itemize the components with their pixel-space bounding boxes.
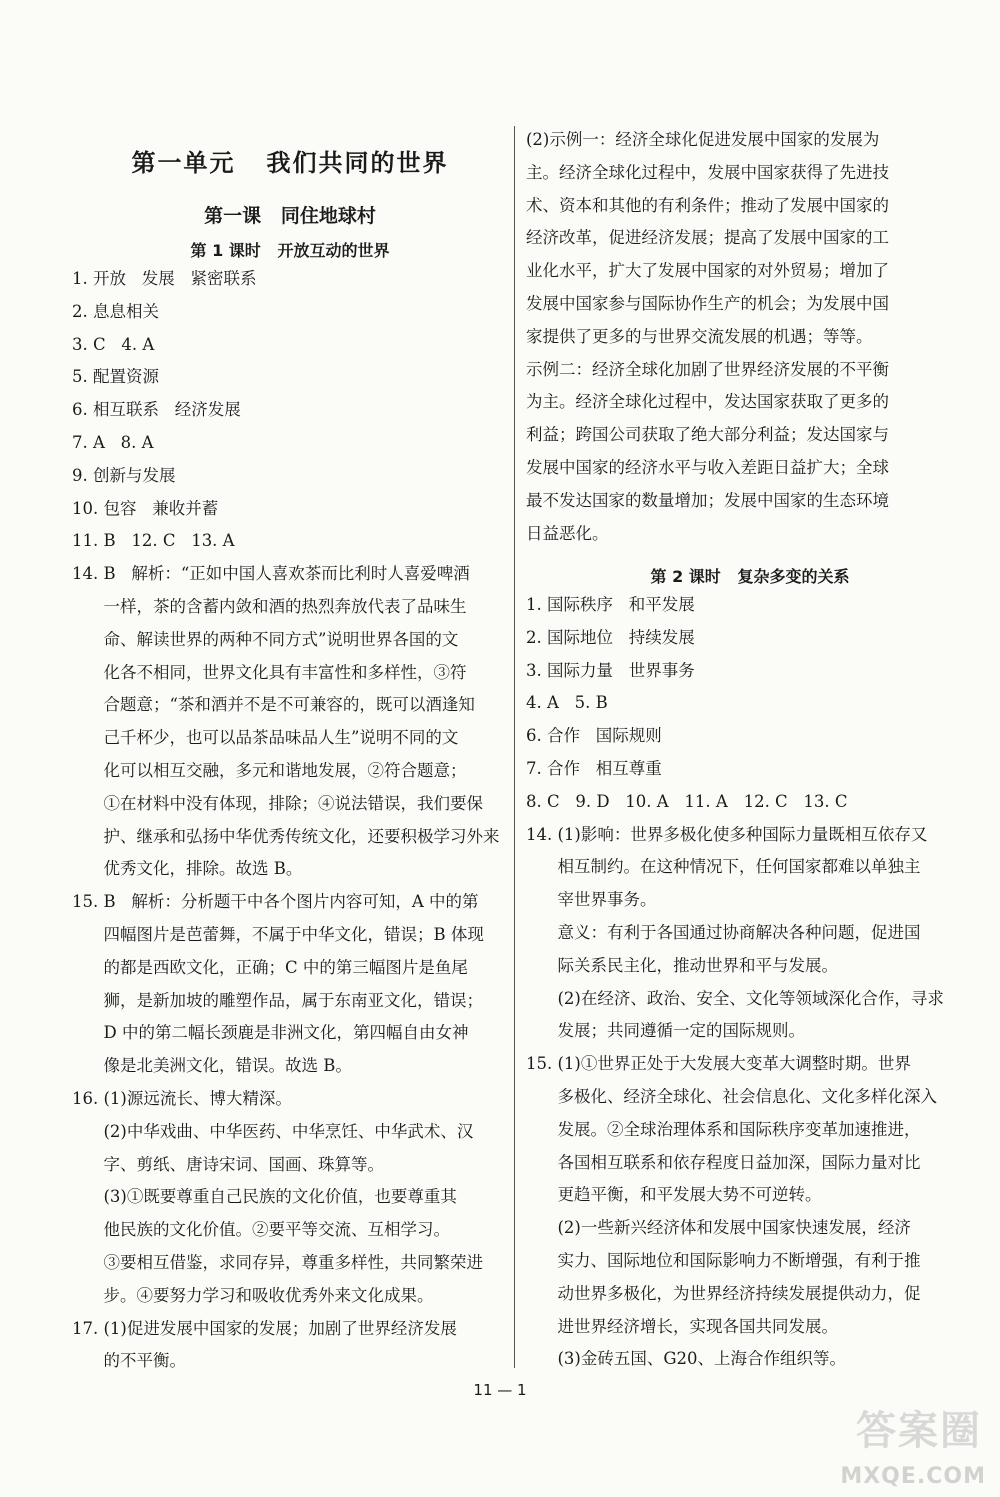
- answer-line: 7. A 8. A: [72, 433, 154, 452]
- answer-line: 15. (1)①世界正处于大发展大变革大调整时期。世界: [526, 1054, 911, 1074]
- answer-line: 14. (1)影响：世界多极化使多种国际力量既相互依存又: [526, 824, 928, 844]
- answer-line: 10. 包容 兼收并蓄: [72, 498, 219, 518]
- answer-line: 为主。经济全球化过程中，发达国家获取了更多的: [526, 392, 889, 412]
- answer-line: 1. 国际秩序 和平发展: [526, 595, 695, 614]
- answer-line: 日益恶化。: [526, 523, 609, 543]
- answer-line: 动世界多极化，为世界经济持续发展提供动力，促: [526, 1283, 921, 1303]
- answer-line: 发展；共同遵循一定的国际规则。: [526, 1021, 805, 1041]
- answer-line: 14. B 解析：“正如中国人喜欢茶而比利时人喜爱啤酒: [72, 564, 470, 584]
- answer-line: 15. B 解析：分析题干中各个图片内容可知，A 中的第: [72, 892, 479, 912]
- answer-line: 他民族的文化价值。②要平等交流、互相学习。: [72, 1220, 450, 1240]
- answer-line: D 中的第二幅长颈鹿是非洲文化，第四幅自由女神: [72, 1023, 469, 1043]
- watermark-bottom: MXQE.COM: [840, 1464, 986, 1489]
- answer-line: 术、资本和其他的有利条件；推动了发展中国家的: [526, 195, 889, 215]
- answer-line: (2)一些新兴经济体和发展中国家快速发展，经济: [526, 1218, 911, 1238]
- answer-line: 2. 国际地位 持续发展: [526, 627, 695, 647]
- answer-line: (3)金砖五国、G20、上海合作组织等。: [526, 1349, 847, 1369]
- session-2-title: 第 2 课时 复杂多变的关系: [650, 567, 850, 586]
- answer-line: (2)在经济、政治、安全、文化等领域深化合作，寻求: [526, 988, 944, 1008]
- answer-line: 17. (1)促进发展中国家的发展；加剧了世界经济发展: [72, 1318, 457, 1338]
- answer-line: 优秀文化，排除。故选 B。: [72, 859, 303, 879]
- answer-line: 业化水平，扩大了发展中国家的对外贸易；增加了: [526, 261, 889, 281]
- answer-line: 化可以相互交融，多元和谐地发展，②符合题意；: [72, 761, 467, 780]
- answer-line: (2)中华戏曲、中华医药、中华烹饪、中华武术、汉: [72, 1121, 474, 1141]
- answer-line: 己千杯少，也可以品茶品味品人生”说明不同的文: [72, 728, 459, 748]
- answer-line: 6. 相互联系 经济发展: [72, 400, 241, 420]
- answer-line: 步。④要努力学习和吸收优秀外来文化成果。: [72, 1285, 434, 1305]
- answer-line: 9. 创新与发展: [72, 465, 176, 485]
- watermark-logo: [800, 1399, 990, 1489]
- answer-line: 实力、国际地位和国际影响力不断增强，有利于推: [526, 1251, 921, 1270]
- answer-line: ①在材料中没有体现，排除；④说法错误，我们要保: [72, 793, 483, 813]
- answer-line: 8. C 9. D 10. A 11. A 12. C 13. C: [526, 791, 848, 811]
- answer-line: 发展。②全球治理体系和国际秩序变革加速推进，: [526, 1119, 921, 1139]
- answer-line: 11. B 12. C 13. A: [72, 531, 235, 551]
- answer-line: 3. 国际力量 世界事务: [526, 660, 695, 680]
- answer-line: 7. 合作 相互尊重: [526, 759, 662, 778]
- answer-line: 化各不相同，世界文化具有丰富性和多样性，③符: [72, 662, 467, 682]
- watermark-top: 答案圈: [856, 1408, 982, 1454]
- answer-line: 利益；跨国公司获取了绝大部分利益；发达国家与: [526, 425, 889, 445]
- answer-line: 更趋平衡，和平发展大势不可逆转。: [526, 1185, 822, 1205]
- answer-line: ③要相互借鉴，求同存异，尊重多样性，共同繁荣进: [72, 1253, 483, 1272]
- answer-line: 一样，茶的含蓄内敛和酒的热烈奔放代表了品味生: [72, 597, 467, 616]
- answer-line: 4. A 5. B: [526, 693, 608, 713]
- answer-line: 1. 开放 发展 紧密联系: [72, 269, 257, 288]
- answer-line: 最不发达国家的数量增加；发展中国家的生态环境: [526, 490, 889, 510]
- answer-line: 发展中国家参与国际协作生产的机会；为发展中国: [526, 294, 889, 313]
- answer-line: 际关系民主化，推动世界和平与发展。: [526, 955, 838, 975]
- answer-line: 3. C 4. A: [72, 334, 155, 354]
- answer-line: 的不平衡。: [72, 1351, 186, 1371]
- answer-line: 经济改革，促进经济发展；提高了发展中国家的工: [526, 228, 889, 248]
- session-1-title: 第 1 课时 开放互动的世界: [190, 241, 390, 260]
- answer-line: 示例二：经济全球化加剧了世界经济发展的不平衡: [526, 359, 889, 379]
- answer-line: 四幅图片是芭蕾舞，不属于中华文化，错误；B 体现: [72, 925, 484, 944]
- answer-line: 合题意；“茶和酒并不是不可兼容的，既可以酒逢知: [72, 695, 475, 715]
- answer-line: 6. 合作 国际规则: [526, 726, 662, 746]
- answer-line: (2)示例一：经济全球化促进发展中国家的发展为: [526, 130, 880, 149]
- answer-line: 2. 息息相关: [72, 301, 159, 321]
- answer-line: 发展中国家的经济水平与收入差距日益扩大；全球: [526, 458, 889, 477]
- answer-line: 像是北美洲文化，错误。故选 B。: [72, 1056, 352, 1076]
- answer-line: 护、继承和弘扬中华优秀传统文化，还要积极学习外来: [72, 826, 500, 846]
- answer-line: 的都是西欧文化，正确；C 中的第三幅图片是鱼尾: [72, 957, 468, 977]
- answer-line: 命、解读世界的两种不同方式”说明世界各国的文: [72, 629, 459, 649]
- answer-line: 狮，是新加坡的雕塑作品，属于东南亚文化，错误；: [72, 990, 483, 1010]
- answer-line: 主。经济全球化过程中，发展中国家获得了先进技: [526, 162, 889, 182]
- unit-title: 第一单元 我们共同的世界: [131, 149, 449, 177]
- answer-line: 多极化、经济全球化、社会信息化、文化多样化深入: [526, 1087, 937, 1106]
- answer-line: 16. (1)源远流长、博大精深。: [72, 1089, 292, 1108]
- answer-line: 各国相互联系和依存程度日益加深，国际力量对比: [526, 1152, 921, 1172]
- lesson-title: 第一课 同住地球村: [204, 205, 376, 227]
- answer-line: 进世界经济增长，实现各国共同发展。: [526, 1316, 838, 1336]
- page-number: 11 — 1: [473, 1381, 527, 1399]
- answer-line: (3)①既要尊重自己民族的文化价值，也要尊重其: [72, 1187, 457, 1207]
- answer-line: 意义：有利于各国通过协商解决各种问题，促进国: [526, 923, 921, 942]
- answer-line: 相互制约。在这种情况下，任何国家都难以单独主: [526, 857, 921, 877]
- answer-line: 宰世界事务。: [526, 890, 657, 910]
- column-divider: [514, 126, 515, 1368]
- answer-line: 5. 配置资源: [72, 367, 159, 387]
- answer-line: 家提供了更多的与世界交流发展的机遇；等等。: [526, 326, 873, 346]
- answer-line: 字、剪纸、唐诗宋词、国画、珠算等。: [72, 1154, 384, 1174]
